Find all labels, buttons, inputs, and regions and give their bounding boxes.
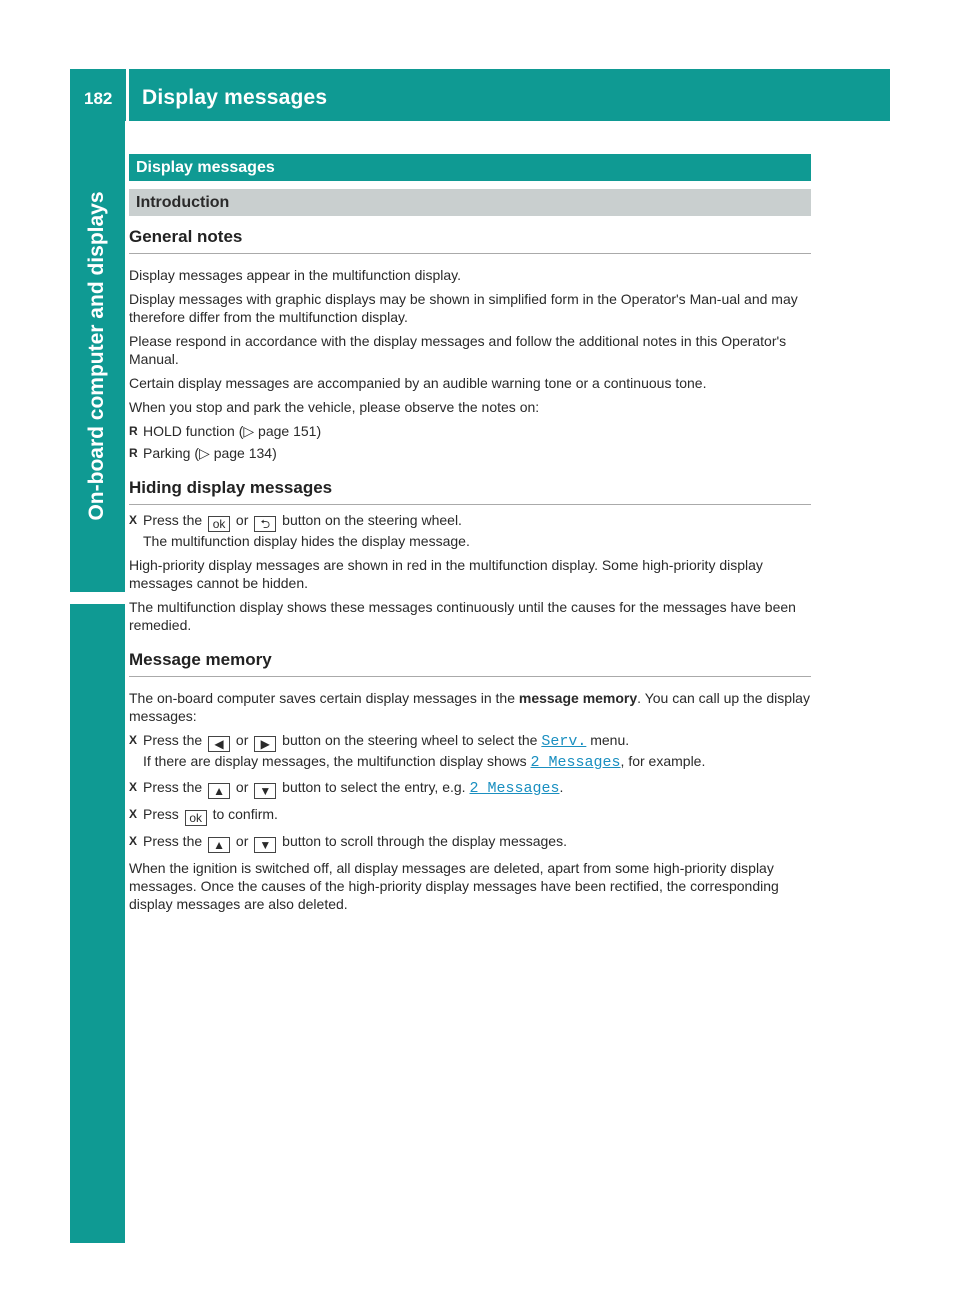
back-key-icon: ⮌ [254,516,276,532]
side-tab-gap [70,592,125,604]
ok-key-icon: ok [185,810,207,826]
instruction-step: X Press the ▲ or ▼ button to scroll through the display messages. [129,833,567,852]
paragraph: Please respond in accordance with the display messages and follow the additional notes in this Operator's Manual. [129,333,787,367]
heading-message-memory: Message memory [129,650,811,677]
step-arrow-icon: X [129,807,138,821]
display-text-serv: Serv. [541,733,587,750]
term-message-memory: message memory [518,690,638,706]
instruction-step: X Press the ▲ or ▼ button to select the entry, e.g. 2 Messages. [129,779,564,798]
main-content [129,154,811,913]
step-arrow-icon: X [129,733,138,747]
list-item: R Parking (▷ page 134) [129,444,811,462]
paragraph: High-priority display messages are shown in red in the multifunction display. Some high-priority display messages cannot be hidden. [129,557,763,591]
page-ref-arrow-icon: ▷ [243,423,255,439]
header-title: Display messages [142,86,328,109]
paragraph: Certain display messages are accompanied by an audible warning tone or a continuous tone. [129,375,707,391]
down-key-icon: ▼ [254,783,276,799]
bullet-list [129,422,811,462]
paragraph: When you stop and park the vehicle, please observe the notes on: [129,399,540,415]
up-key-icon: ▲ [208,837,230,853]
paragraph: Display messages with graphic displays may be shown in simplified form in the Operator's Man-ual and may therefore differ from the multifunction display. [129,291,798,325]
subsection-title: Introduction [129,189,811,216]
left-key-icon: ◀ [208,736,230,752]
display-text-messages: 2 Messages [469,780,560,797]
paragraph: Display messages appear in the multifunction display. [129,267,462,283]
right-key-icon: ▶ [254,736,276,752]
step-arrow-icon: X [129,834,138,848]
page-ref-link[interactable]: page 134) [213,445,277,461]
down-key-icon: ▼ [254,837,276,853]
heading-general-notes: General notes [129,227,811,254]
paragraph: The multifunction display shows these messages continuously until the causes for the messages have been remedied. [129,599,796,633]
side-tab-label-wrap [70,121,125,581]
page-ref-arrow-icon: ▷ [199,445,210,461]
display-text-messages: 2 Messages [530,754,621,771]
step-result: If there are display messages, the multifunction display shows 2 Messages, for example. [143,753,706,771]
page-ref-link[interactable]: page 151) [258,423,322,439]
header-divider [126,69,129,121]
page-header [70,69,890,121]
step-arrow-icon: X [129,780,138,794]
ok-key-icon: ok [208,516,230,532]
section-title: Display messages [129,154,811,181]
step-result: The multifunction display hides the display message. [143,533,470,549]
paragraph: When the ignition is switched off, all display messages are deleted, apart from some high-priority display messages. Once the causes of the high-priority display messages have been rectified, the corresponding display messages are also deleted. [129,860,779,912]
instruction-step: X Press ok to confirm. [129,806,278,825]
step-arrow-icon: X [129,513,138,527]
instruction-step: X Press the ◀ or ▶ button on the steering wheel to select the Serv. menu. If there are display messages, the multifunction display shows 2 Messages, for example. [129,731,811,772]
up-key-icon: ▲ [208,783,230,799]
list-item: R HOLD function (▷ page 151) [129,422,811,440]
heading-hiding: Hiding display messages [129,478,811,505]
page-number: 182 [84,89,113,108]
instruction-step: X Press the ok or ⮌ button on the steering wheel. The multifunction display hides the display message. [129,511,811,550]
paragraph: The on-board computer saves certain display messages in the message memory. You can call up the display messages: [129,690,810,724]
side-tab-label: On-board computer and displays [85,191,108,521]
